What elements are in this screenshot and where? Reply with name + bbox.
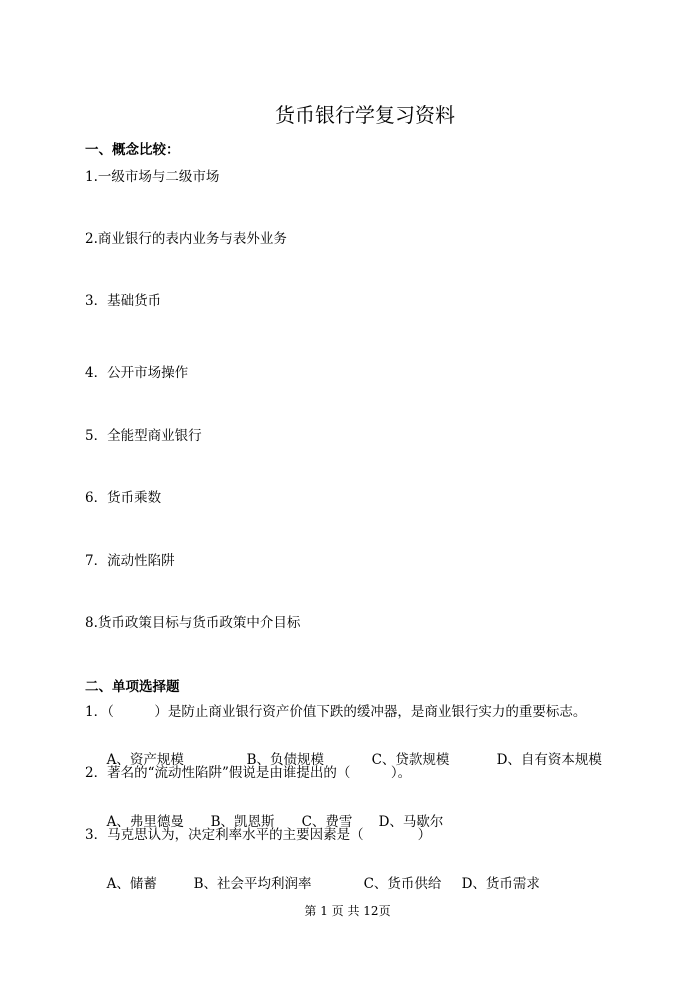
option: B、社会平均利润率 bbox=[193, 876, 312, 892]
concept-item: 2.商业银行的表内业务与表外业务 bbox=[85, 231, 287, 247]
option: C、货币供给 bbox=[363, 876, 442, 892]
concept-item: 1.一级市场与二级市场 bbox=[85, 169, 220, 185]
concept-item: 6．货币乘数 bbox=[85, 490, 162, 506]
option: A、储蓄 bbox=[106, 876, 157, 892]
question-options bbox=[98, 857, 540, 893]
section2-heading: 二、单项选择题 bbox=[85, 679, 180, 695]
option: C、费雪 bbox=[301, 814, 353, 830]
option: C、贷款规模 bbox=[371, 752, 450, 768]
option: D、货币需求 bbox=[461, 876, 540, 892]
option: A、资产规模 bbox=[106, 752, 184, 768]
concept-item: 7．流动性陷阱 bbox=[85, 553, 175, 569]
document-title: 货币银行学复习资料 bbox=[275, 103, 455, 127]
option: B、负债规模 bbox=[246, 752, 325, 768]
concept-item: 8.货币政策目标与货币政策中介目标 bbox=[85, 615, 301, 631]
option: D、马歇尔 bbox=[378, 814, 444, 830]
page-footer: 第 1 页 共 12页 bbox=[304, 904, 391, 918]
concept-item: 3．基础货币 bbox=[85, 293, 162, 309]
option: D、自有资本规模 bbox=[496, 752, 602, 768]
section1-heading: 一、概念比较： bbox=[85, 142, 180, 158]
question-text: 3．马克思认为，决定利率水平的主要因素是（ ） bbox=[85, 827, 432, 843]
concept-item: 5．全能型商业银行 bbox=[85, 428, 202, 444]
option: A、弗里德曼 bbox=[106, 814, 184, 830]
option: B、凯恩斯 bbox=[210, 814, 275, 830]
question-text: 1．（ ）是防止商业银行资产价值下跌的缓冲器，是商业银行实力的重要标志。 bbox=[85, 704, 587, 720]
concept-item: 4．公开市场操作 bbox=[85, 365, 189, 381]
question-text: 2．著名的“流动性陷阱”假说是由谁提出的（ ）。 bbox=[85, 765, 412, 781]
